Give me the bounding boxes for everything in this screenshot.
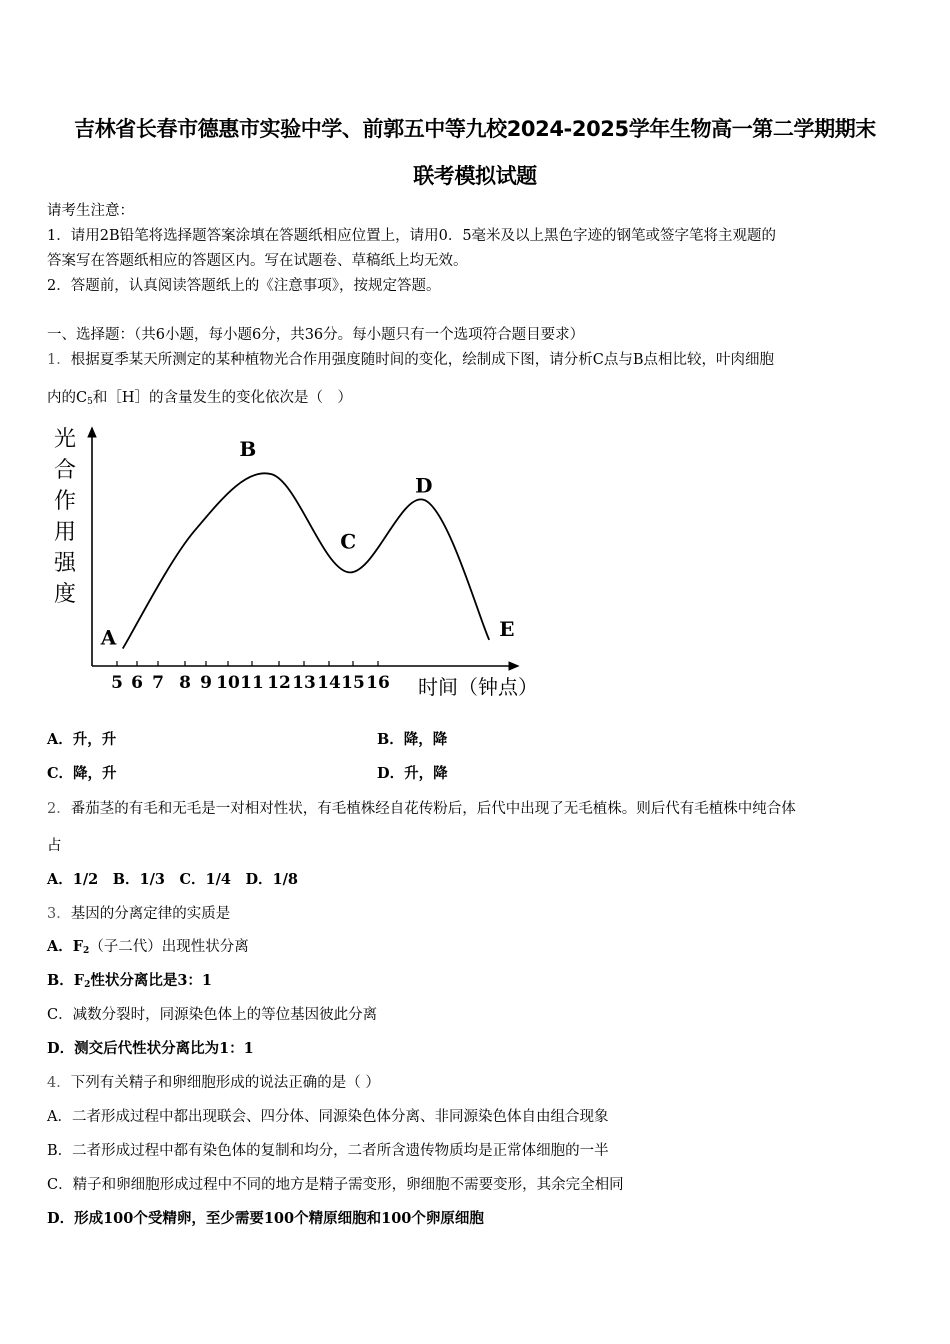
q3-option-b-pre: B．F	[47, 972, 85, 989]
q1-number: 1．	[47, 352, 71, 368]
x-tick-label: 7	[152, 673, 164, 693]
q4-option-c[interactable]: C．精子和卵细胞形成过程中不同的地方是精子需变形，卵细胞不需要变形，其余完全相同	[47, 1177, 624, 1193]
q3-number: 3．	[47, 906, 71, 922]
q4-option-b[interactable]: B．二者形成过程中都有染色体的复制和均分，二者所含遗传物质均是正常体细胞的一半	[47, 1143, 609, 1159]
q1-option-d[interactable]: D．升，降	[377, 765, 448, 782]
x-tick-label: 11	[240, 673, 264, 693]
notice-item-1b: 答案写在答题纸相应的答题区内。写在试题卷、草稿纸上均无效。	[47, 253, 468, 269]
y-axis-label-char: 用	[54, 520, 77, 545]
notice-heading: 请考生注意：	[47, 203, 134, 219]
q1-stem-b-pre: 内的C	[47, 390, 88, 406]
x-tick-label: 12	[267, 673, 291, 693]
x-tick-label: 13	[292, 673, 316, 693]
point-label-e: E	[499, 616, 515, 641]
q4-option-d[interactable]: D．形成100个受精卵，至少需要100个精原细胞和100个卵原细胞	[47, 1210, 484, 1227]
q2-stem-a: 番茄茎的有毛和无毛是一对相对性状，有毛植株经自花传粉后，后代中出现了无毛植株。则后代有毛植株中纯合体	[70, 801, 796, 817]
point-label-b: B	[239, 437, 257, 462]
q1-stem-b-post: 和［H］的含量发生的变化依次是（ ）	[92, 390, 352, 406]
q2-number: 2．	[47, 801, 71, 817]
exam-title-line2: 联考模拟试题	[413, 164, 537, 188]
q2-text-line2: 占	[47, 838, 62, 854]
x-tick-label: 9	[200, 673, 212, 693]
q3-option-b-sub: 2	[84, 980, 91, 990]
q3-option-b[interactable]	[47, 971, 212, 995]
y-axis-label-char: 光	[54, 427, 77, 452]
x-tick-label: 15	[341, 673, 365, 693]
q3-option-c[interactable]: C．减数分裂时，同源染色体上的等位基因彼此分离	[47, 1007, 378, 1023]
q3-stem: 基因的分离定律的实质是	[70, 906, 231, 922]
y-axis-label	[54, 427, 77, 607]
q3-option-b-post: 性状分离比是3：1	[90, 972, 213, 989]
x-axis-label: 时间（钟点）	[418, 675, 538, 699]
exam-title-line1: 吉林省长春市德惠市实验中学、前郭五中等九校2024-2025学年生物高一第二学期期末	[74, 117, 876, 141]
q3-text	[47, 904, 230, 924]
y-axis-label-char: 合	[54, 458, 77, 483]
x-tick-label: 8	[179, 673, 191, 693]
notice-item-1a: 1．请用2B铅笔将选择题答案涂填在答题纸相应位置上，请用0．5毫米及以上黑色字迹的钢笔或签字笔将主观题的	[47, 228, 777, 244]
section-heading: 一、选择题：（共6小题，每小题6分，共36分。每小题只有一个选项符合题目要求）	[47, 327, 585, 343]
q3-option-a-sub: 2	[83, 946, 90, 956]
q3-option-d[interactable]: D．测交后代性状分离比为1：1	[47, 1040, 254, 1057]
q1-text-line2	[47, 388, 352, 412]
q1-text-line1	[47, 350, 774, 370]
y-axis-label-char: 强	[54, 551, 77, 576]
q4-text	[47, 1073, 380, 1093]
q1-option-a[interactable]: A．升，升	[47, 731, 117, 748]
q1-option-b[interactable]: B．降，降	[377, 731, 448, 748]
q4-option-a[interactable]: A．二者形成过程中都出现联会、四分体、同源染色体分离、非同源染色体自由组合现象	[47, 1109, 609, 1125]
point-label-d: D	[415, 473, 433, 498]
q2-options[interactable]: A．1/2 B．1/3 C．1/4 D．1/8	[47, 871, 299, 888]
x-tick-label: 6	[131, 673, 143, 693]
point-label-a: A	[100, 625, 117, 650]
y-axis-label-char: 作	[54, 489, 77, 514]
q3-option-a-post: （子二代）出现性状分离	[89, 939, 249, 955]
x-tick-label: 16	[366, 673, 390, 693]
x-tick-label: 14	[317, 673, 341, 693]
x-tick-label: 10	[216, 673, 240, 693]
q4-stem: 下列有关精子和卵细胞形成的说法正确的是（ ）	[70, 1075, 380, 1091]
series-line	[123, 473, 489, 648]
q3-option-a-pre: A．F	[47, 938, 84, 955]
notice-item-2: 2．答题前，认真阅读答题纸上的《注意事项》，按规定答题。	[47, 278, 441, 294]
q1-stem-b-sub: 5	[87, 397, 93, 407]
point-label-c: C	[340, 529, 357, 554]
q1-option-c[interactable]: C．降，升	[47, 765, 117, 782]
x-tick-label: 5	[111, 673, 123, 693]
q3-option-a[interactable]	[47, 937, 249, 961]
q4-number: 4．	[47, 1075, 71, 1091]
q2-text-line1	[47, 799, 796, 819]
y-axis-label-char: 度	[54, 582, 77, 607]
photosynthesis-chart	[40, 418, 570, 708]
q1-stem-a: 根据夏季某天所测定的某种植物光合作用强度随时间的变化，绘制成下图，请分析C点与B点相比较，叶肉细胞	[70, 352, 774, 368]
